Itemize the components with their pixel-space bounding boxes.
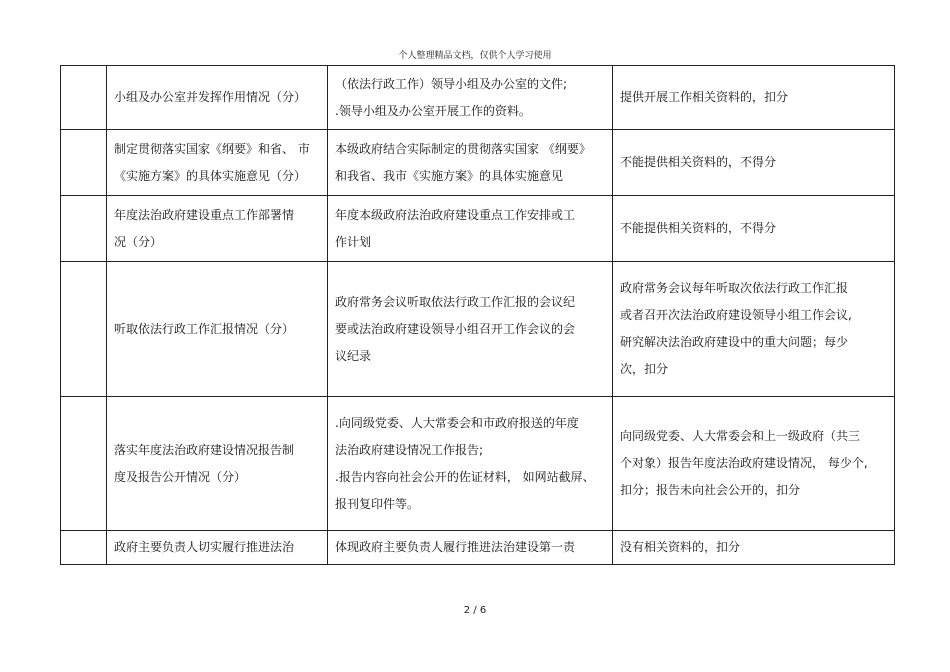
item-line: 《实施方案》的具体实施意见（分） xyxy=(114,168,307,183)
material-line: 年度本级政府法治政府建设重点工作安排或工 xyxy=(335,207,576,222)
item-cell xyxy=(107,262,328,397)
material-line: .报告内容向社会公开的佐证材料， 如网站截屏、 xyxy=(335,469,595,484)
material-line: （依法行政工作）领导小组及办公室的文件; xyxy=(335,76,568,91)
item-cell xyxy=(107,397,328,531)
index-cell xyxy=(61,196,107,262)
index-cell xyxy=(61,397,107,531)
scoring-cell xyxy=(613,196,895,262)
table-row xyxy=(61,130,895,196)
material-line: 本级政府结合实际制定的贯彻落实国家 《纲要》 xyxy=(335,141,591,156)
index-cell xyxy=(61,130,107,196)
scoring-cell xyxy=(613,531,895,565)
table-row xyxy=(61,397,895,531)
material-line: 和我省、我市《实施方案》的具体实施意见 xyxy=(335,168,564,183)
material-line: 作计划 xyxy=(335,234,372,249)
table-row xyxy=(61,66,895,130)
material-line: 议纪录 xyxy=(335,348,372,363)
table-body xyxy=(61,66,895,565)
scoring-line: 没有相关资料的，扣分 xyxy=(620,540,741,554)
table-row xyxy=(61,262,895,397)
page-number: 2 / 6 xyxy=(463,605,487,616)
scoring-line: 个对象）报告年度法治政府建设情况， 每少个, xyxy=(620,456,868,470)
item-line: 况（分） xyxy=(114,234,163,249)
scoring-cell xyxy=(613,130,895,196)
material-line: .向同级党委、人大常委会和市政府报送的年度 xyxy=(335,415,579,430)
scoring-line: 扣分；报告未向社会公开的，扣分 xyxy=(620,483,801,497)
material-cell xyxy=(328,130,613,196)
item-line: 小组及办公室并发挥作用情况（分） xyxy=(114,90,307,104)
assessment-table xyxy=(60,65,895,565)
table-row xyxy=(61,196,895,262)
item-line: 制定贯彻落实国家《纲要》和省、 市 xyxy=(114,141,310,156)
index-cell xyxy=(61,66,107,130)
scoring-line: 研究解决法治政府建设中的重大问题；每少 xyxy=(620,335,849,349)
material-line: 体现政府主要负责人履行推进法治建设第一责 xyxy=(335,540,576,554)
index-cell xyxy=(61,531,107,565)
table-row xyxy=(61,531,895,565)
item-line: 年度法治政府建设重点工作部署情 xyxy=(114,207,295,222)
scoring-line: 次，扣分 xyxy=(620,362,669,376)
scoring-line: 政府常务会议每年听取次依法行政工作汇报 xyxy=(620,281,849,295)
item-cell xyxy=(107,130,328,196)
material-cell xyxy=(328,66,613,130)
scoring-line: 不能提供相关资料的，不得分 xyxy=(620,221,777,235)
scoring-line: 不能提供相关资料的，不得分 xyxy=(620,155,777,169)
item-line: 听取依法行政工作汇报情况（分） xyxy=(114,321,295,336)
material-cell xyxy=(328,196,613,262)
item-line: 政府主要负责人切实履行推进法治 xyxy=(114,540,295,554)
scoring-cell xyxy=(613,397,895,531)
material-line: 要或法治政府建设领导小组召开工作会议的会 xyxy=(335,321,576,336)
scoring-cell xyxy=(613,66,895,130)
material-line: 报刊复印件等。 xyxy=(335,496,420,511)
material-line: 法治政府建设情况工作报告; xyxy=(335,442,484,457)
scoring-line: 提供开展工作相关资料的，扣分 xyxy=(620,90,789,104)
material-line: 政府常务会议听取依法行政工作汇报的会议纪 xyxy=(335,294,576,309)
material-cell xyxy=(328,397,613,531)
item-line: 落实年度法治政府建设情况报告制 xyxy=(114,442,295,457)
item-cell xyxy=(107,196,328,262)
material-line: .领导小组及办公室开展工作的资料。 xyxy=(335,103,531,118)
material-cell xyxy=(328,531,613,565)
scoring-line: 向同级党委、人大常委会和上一级政府（共三 xyxy=(620,429,861,443)
index-cell xyxy=(61,262,107,397)
scoring-cell xyxy=(613,262,895,397)
material-cell xyxy=(328,262,613,397)
scoring-line: 或者召开次法治政府建设领导小组工作会议, xyxy=(620,308,852,322)
item-cell xyxy=(107,66,328,130)
item-cell xyxy=(107,531,328,565)
item-line: 度及报告公开情况（分） xyxy=(114,469,247,484)
page-header: 个人整理精品文档，仅供个人学习使用 xyxy=(398,51,552,61)
